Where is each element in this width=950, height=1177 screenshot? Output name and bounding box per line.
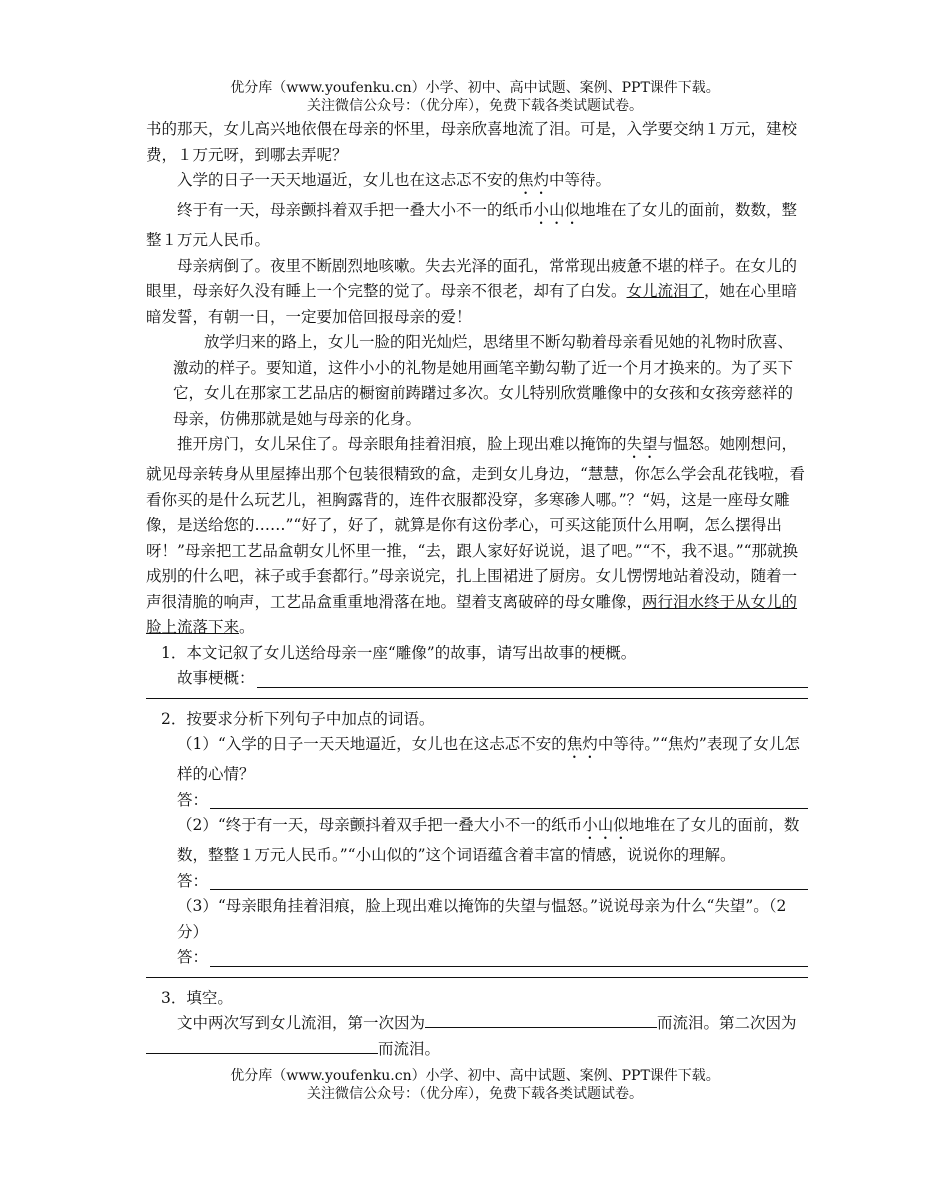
text-span: （1）“入学的日子一天天地逼近，女儿也在这忐忑不安的 [177,735,567,753]
summary-label: 故事梗概： [177,669,255,687]
page-header [0,79,950,115]
answer-label: 答： [177,790,209,809]
answer-row-2-3 [146,945,808,971]
underlined-phrase: 两行泪水终于从女儿的脸上流落下来 [146,592,798,636]
text-span: 文中两次写到女儿流泪，第一次因为 [177,1014,426,1032]
text-span: 而流泪。第二次因为 [657,1014,797,1032]
question-3-fill [146,1011,808,1062]
fill-blank-2[interactable] [146,1037,378,1054]
question-2: 2．按要求分析下列句子中加点的词语。 [161,709,435,728]
text-span: （2）“终于有一天，母亲颤抖着双手把一叠大小不一的纸币 [177,816,583,834]
text-span: 母亲病倒了。夜里不断剧烈地咳嗽。失去光泽的面孔，常常现出疲惫不堪的样子。在女儿的眼里，母亲好久没有睡上一个完整的觉了。母亲不很老，却有了白发。 [146,256,798,300]
answer-row-2-2 [146,869,808,895]
answer-row-summary [146,666,808,692]
text-span: 入学的日子一天天地逼近，女儿也在这忐忑不安的 [177,171,519,189]
page-footer [0,1067,950,1103]
answer-line[interactable] [146,698,808,699]
answer-line[interactable] [210,870,808,890]
paragraph-3 [146,198,808,254]
emphasized-word: 小山似 [533,201,581,219]
footer-line-2: 关注微信公众号：（优分库），免费下载各类试题试卷。 [307,1086,643,1102]
emphasized-word: 焦灼 [518,171,550,189]
emphasized-word: 焦灼 [566,735,598,753]
answer-label: 答： [177,871,209,890]
text-span: 与愠怒。她刚想问，就见母亲转身从里屋捧出那个包装很精致的盒，走到女儿身边，“慧慧，你怎么学会乱花钱啦，看看你买的是什么玩艺儿，袒胸露背的，连件衣服都没穿，多寒碜人哪。”？“妈，这是一座母女雕像，是送给您的……”“好了，好了，就算是你有这份孝心，可买这能顶什么用啊，怎么摆得出呀！”母亲把工艺品盒朝女儿怀里一推，“去，跟人家好好说说，退了吧。”“不，我不退。”“那就换成别的什么吧，袜子或手套都行。”母亲说完，扎上围裙进了厨房。女儿愣愣地站着没动，随着一声很清脆的响声，工艺品盒重重地滑落在地。望着支离破碎的母女雕像， [146,435,805,611]
text-span: ，她在心里暗暗发誓，有朝一日，一定要加倍回报母亲的爱！ [146,282,798,326]
question-2-1 [146,732,808,788]
emphasized-word: 失望 [626,435,658,453]
footer-line-1: 优分库（www.youfenku.cn）小学、初中、高中试题、案例、PPT课件下载。 [230,1068,720,1084]
answer-line[interactable] [210,789,808,809]
text-span: 中等待。 [549,171,612,189]
text-span: 地堆在了女儿的面前，数数，整整１万元人民币。”“小山似的”这个词语蕴含着丰富的情感，说说你的理解。 [177,816,800,864]
paragraph-5: 放学归来的路上，女儿一脸的阳光灿烂，思绪里不断勾勒着母亲看见她的礼物时欣喜、激动的样子。要知道，这件小小的礼物是她用画笔辛勤勾勒了近一个月才换来的。为了买下它，女儿在那家工艺品店的橱窗前踌躇过多次。女儿特别欣赏雕像中的女孩和女孩旁慈祥的母亲，仿佛那就是她与母亲的化身。 [173,333,794,428]
text-span: 地堆在了女儿的面前，数数，整整１万元人民币。 [146,201,798,249]
text-span: 终于有一天，母亲颤抖着双手把一叠大小不一的纸币 [177,201,534,219]
emphasized-word: 小山似 [582,816,629,834]
question-2-2 [146,813,808,869]
answer-line[interactable] [210,947,808,967]
question-3: 3．填空。 [161,988,233,1007]
question-2-3: （3）“母亲眼角挂着泪痕，脸上现出难以掩饰的失望与愠怒。”说说母亲为什么“失望”。（2分） [177,897,787,941]
header-line-2: 关注微信公众号：（优分库），免费下载各类试题试卷。 [307,98,643,114]
answer-line[interactable] [146,977,808,978]
text-span: 而流泪。 [378,1039,441,1058]
text-span: 。 [239,618,255,636]
fill-blank-1[interactable] [425,1011,657,1028]
paragraph-4 [146,254,808,331]
header-line-1: 优分库（www.youfenku.cn）小学、初中、高中试题、案例、PPT课件下载。 [230,80,720,96]
text-span: 中等待。”“焦灼”表现了女儿怎样的心情？ [177,735,800,783]
story-body [146,117,808,1062]
question-1: 1．本文记叙了女儿送给母亲一座“雕像”的故事，请写出故事的梗概。 [161,643,637,662]
text-span: 推开房门，女儿呆住了。母亲眼角挂着泪痕，脸上现出难以掩饰的 [177,435,627,453]
answer-row-2-1 [146,788,808,814]
summary-answer-line[interactable] [257,668,808,688]
paragraph-6 [146,432,808,641]
answer-label: 答： [177,948,209,966]
paragraph-2 [146,168,808,198]
paragraph-1: 书的那天，女儿高兴地依偎在母亲的怀里，母亲欣喜地流了泪。可是，入学要交纳１万元，建校费，１万元呀，到哪去弄呢？ [146,120,798,164]
underlined-phrase: 女儿流泪了 [626,282,705,300]
